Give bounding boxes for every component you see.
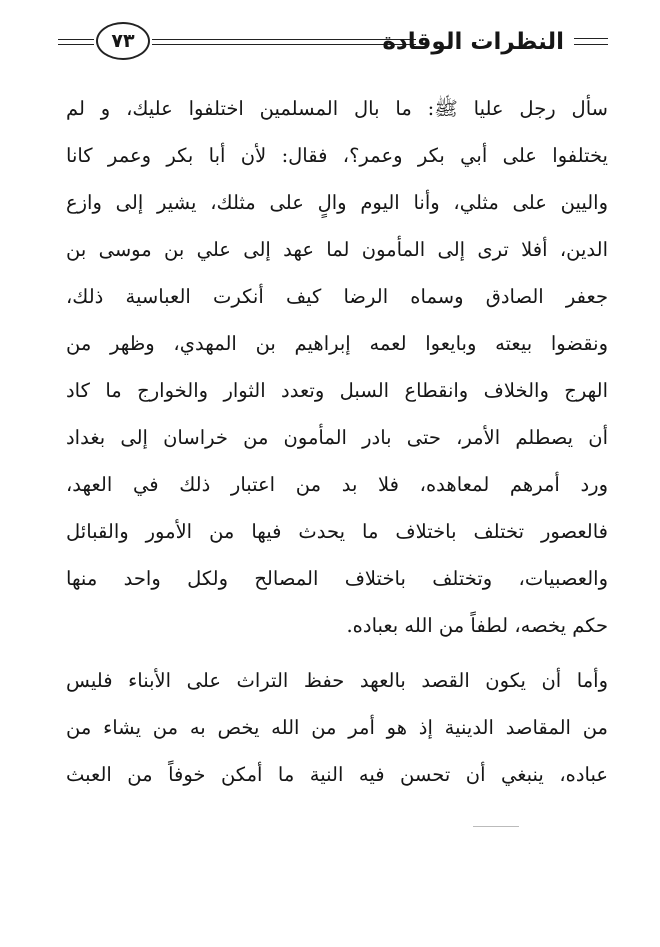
header-rule-middle — [152, 39, 416, 45]
text-line: عباده، ينبغي أن تحسن فيه النية ما أمكن خوفاً من العبث — [66, 763, 608, 786]
paragraph-2 — [66, 657, 608, 798]
text-line: واليين على مثلي، وأنا اليوم والٍ على مثلك، يشير إلى وازع — [66, 191, 608, 214]
text-line: جعفر الصادق وسماه الرضا كيف أنكرت العباسية ذلك، — [66, 285, 608, 308]
header-rule-right — [574, 38, 608, 45]
body-text — [66, 85, 608, 798]
text-line: ورد أمرهم لمعاهده، فلا بد من اعتبار ذلك في العهد، — [66, 473, 608, 496]
text-line: الدين، أفلا ترى إلى المأمون لما عهد إلى علي بن موسى بن — [66, 238, 608, 261]
text-line: فالعصور تختلف باختلاف ما يحدث فيها من الأمور والقبائل — [66, 520, 608, 543]
text-line: وأما أن يكون القصد بالعهد حفظ التراث على الأبناء فليس — [66, 669, 608, 692]
text-line: ونقضوا بيعته وبايعوا لعمه إبراهيم بن المهدي، وظهر من — [66, 332, 608, 355]
paragraph-1 — [66, 85, 608, 649]
text-line: أن يصطلم الأمر، حتى بادر المأمون من خراسان إلى بغداد — [66, 426, 608, 449]
bottom-divider — [473, 826, 519, 827]
text-line: الهرج والخلاف وانقطاع السبل وتعدد الثوار والخوارج ما كاد — [66, 379, 608, 402]
text-line: سأل رجل عليا ﷺ: ما بال المسلمين اختلفوا عليك، و لم — [66, 97, 608, 120]
page-number-badge — [96, 22, 150, 60]
text-line: حكم يخصه، لطفاً من الله بعباده. — [346, 614, 608, 637]
running-title: النظرات الوقادة — [382, 29, 564, 55]
paragraph-gap — [66, 649, 608, 657]
header-rule-left — [58, 39, 94, 45]
text-line: من المقاصد الدينية إذ هو أمر من الله يخص به من يشاء من — [66, 716, 608, 739]
page-number: ٧٣ — [111, 30, 135, 52]
text-line: يختلفوا على أبي بكر وعمر؟، فقال: لأن أبا بكر وعمر كانا — [66, 144, 608, 167]
text-line: والعصبيات، وتختلف باختلاف المصالح ولكل واحد منها — [66, 567, 608, 590]
running-header — [58, 22, 608, 68]
